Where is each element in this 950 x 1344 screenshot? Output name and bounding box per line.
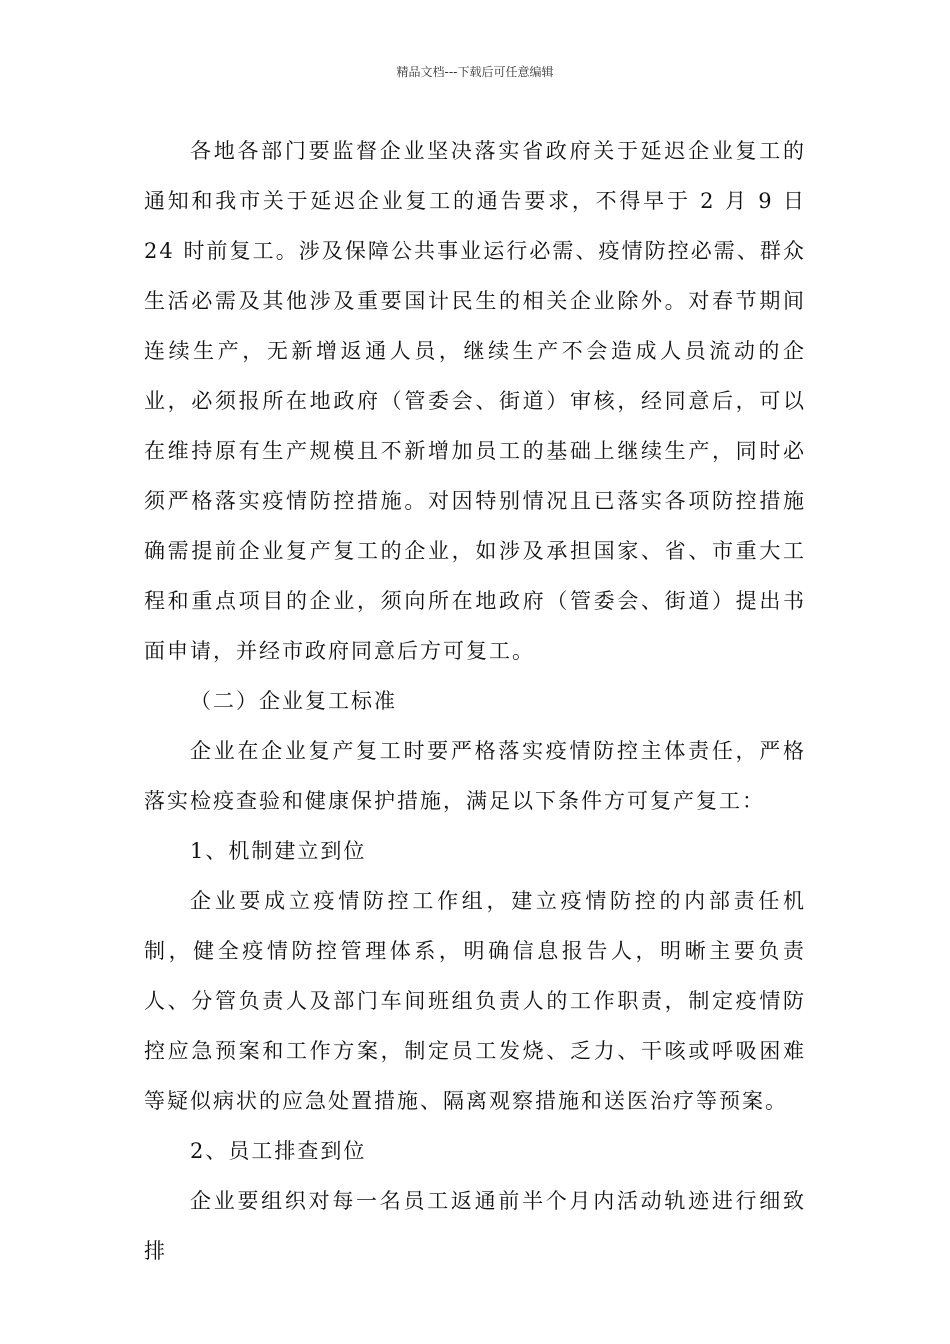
document-body [144, 126, 806, 1276]
paragraph-employee-screening: 企业要组织对每一名员工返通前半个月内活动轨迹进行细致排 [144, 1189, 806, 1263]
item-heading-employee-screening: 2、员工排查到位 [190, 1139, 367, 1163]
paragraph-mechanism: 企业要成立疫情防控工作组，建立疫情防控的内部责任机制，健全疫情防控管理体系，明确信息报告人，明晰主要负责人、分管负责人及部门车间班组负责人的工作职责，制定疫情防控应急预案和工作方案，制定员工发烧、乏力、干咳或呼吸困难等疑似病状的应急处置措施、隔离观察措施和送医治疗等预案。 [144, 889, 806, 1113]
paragraph-delay-resumption: 各地各部门要监督企业坚决落实省政府关于延迟企业复工的通知和我市关于延迟企业复工的通告要求，不得早于 2 月 9 日 24 时前复工。涉及保障公共事业运行必需、疫情防控必需、群众生活必需及其他涉及重要国计民生的相关企业除外。对春节期间连续生产，无新增返通人员，继续生产不会造成人员流动的企业，必须报所在地政府（管委会、街道）审核，经同意后，可以在维持原有生产规模且不新增加员工的基础上继续生产，同时必须严格落实疫情防控措施。对因特别情况且已落实各项防控措施确需提前企业复产复工的企业，如涉及承担国家、省、市重大工程和重点项目的企业，须向所在地政府（管委会、街道）提出书面申请，并经市政府同意后方可复工。 [144, 139, 806, 663]
page-header: 精品文档---下载后可任意编辑 [396, 65, 554, 79]
paragraph-resumption-conditions: 企业在企业复产复工时要严格落实疫情防控主体责任，严格落实检疫查验和健康保护措施，满足以下条件方可复产复工： [144, 739, 806, 813]
section-heading-resumption-standard: （二）企业复工标准 [190, 689, 397, 713]
item-heading-mechanism: 1、机制建立到位 [190, 839, 367, 863]
